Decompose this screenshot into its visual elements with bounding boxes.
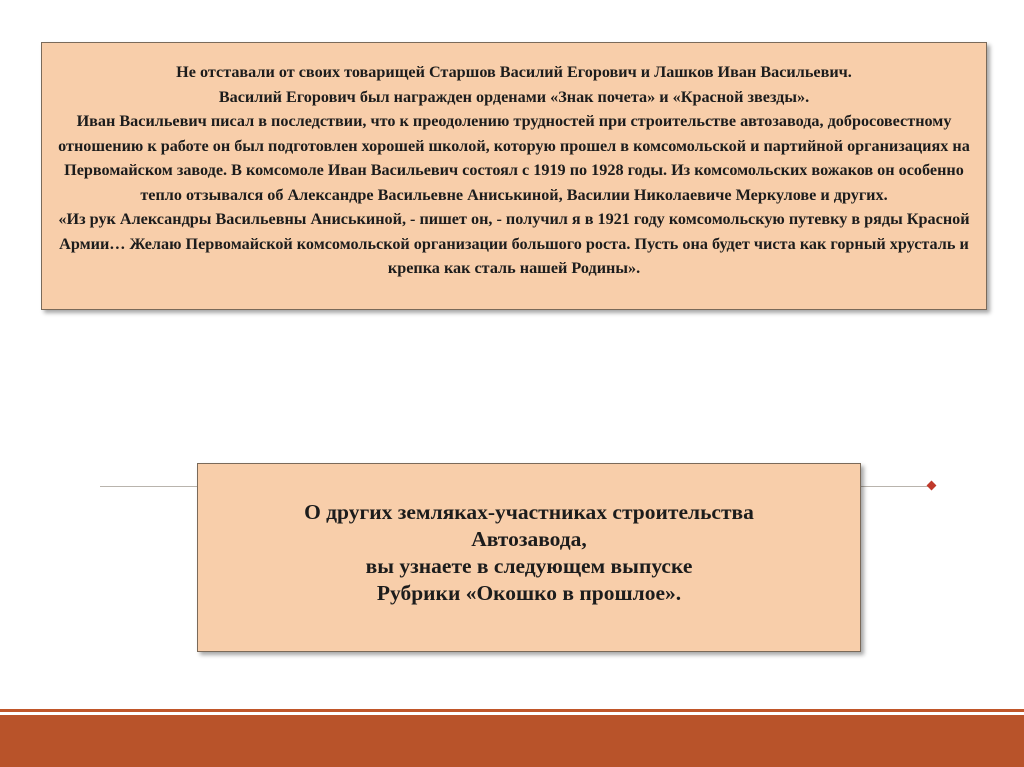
announcement-line-2: Автозавода, [471,527,587,551]
announcement-line-4: Рубрики «Окошко в прошлое». [376,581,682,605]
footer-band [0,715,1024,767]
text-panel-top [41,42,987,310]
paragraph-1: Не отставали от своих товарищей Старшов Василий Егорович и Лашков Иван Васильевич. [176,63,852,81]
announcement-line-1: О других земляках-участниках строительства [304,500,754,524]
paragraph-3: Иван Васильевич писал в последствии, что к преодолению трудностей при строительстве автозавода, добросовестному отношению к работе он был подготовлен хорошей школой, которую прошел в комсомольской и партийной организациях на Первомайском заводе. В комсомоле Иван Васильевич состоял с 1919 по 1928 годы. Из комсомольских вожаков он особенно тепло отзывался об Александре Васильевне Аниськиной, Василии Николаевиче Меркулове и других. [58,112,970,204]
footer-strip [0,709,1024,712]
paragraph-4: «Из рук Александры Васильевны Аниськиной, - пишет он, - получил я в 1921 году комсомольскую путевку в ряды Красной Армии… Желаю Первомайской комсомольской организации большого роста. Пусть она будет чиста как горный хрусталь и крепка как сталь нашей Родины». [58,210,970,277]
announcement-line-3: вы узнаете в следующем выпуске [365,554,693,578]
text-panel-bottom [197,463,861,652]
diamond-icon [927,481,937,491]
paragraph-2: Василий Егорович был награжден орденами «Знак почета» и «Красной звезды». [218,87,810,106]
